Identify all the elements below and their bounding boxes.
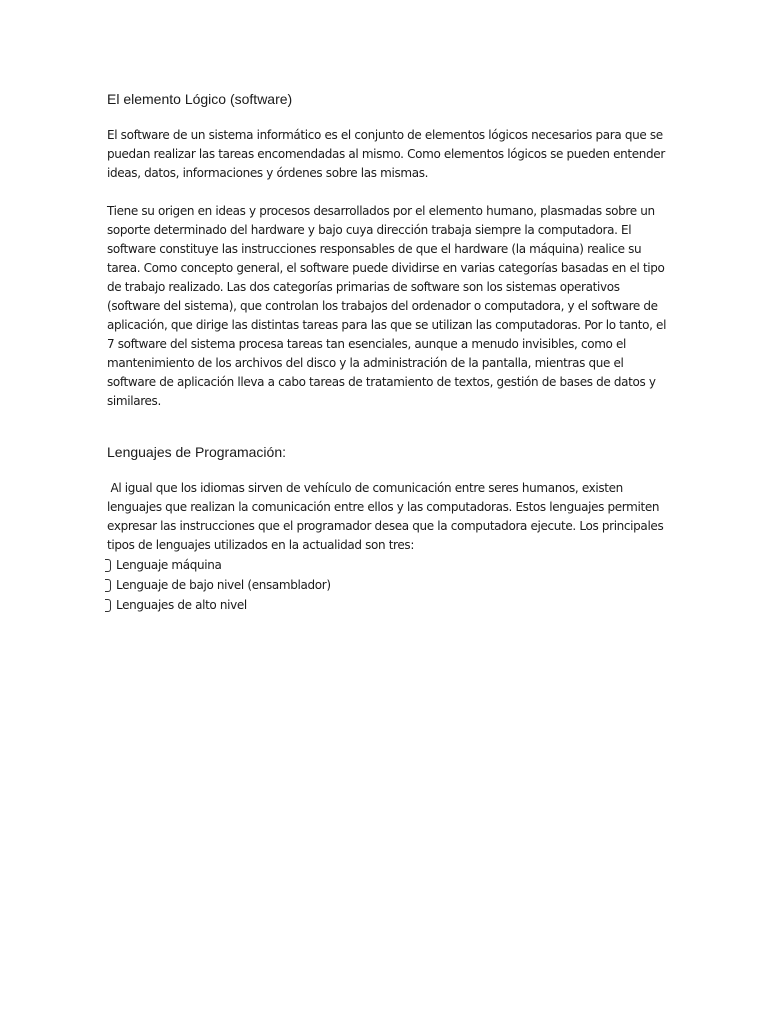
text-line: Tiene su origen en ideas y procesos desarrollados por el elemento humano, plasmadas sobre un	[107, 204, 655, 218]
text-line: software constituye las instrucciones responsables de que el hardware (la máquina) realice su	[107, 242, 642, 256]
text-line: de trabajo realizado. Las dos categorías primarias de software son los sistemas operativos	[107, 280, 620, 294]
text-line: puedan realizar las tareas encomendadas al mismo. Como elementos lógicos se pueden entender	[107, 147, 665, 161]
paragraph-programming-languages	[107, 479, 667, 555]
text-line: tarea. Como concepto general, el software puede dividirse en varias categorías basadas en el tipo	[107, 261, 665, 275]
text-line: lenguajes que realizan la comunicación entre ellos y las computadoras. Estos lenguajes permiten	[107, 500, 660, 514]
text-line: Al igual que los idiomas sirven de vehículo de comunicación entre seres humanos, existen	[107, 481, 623, 495]
bracket-bullet-icon	[105, 559, 111, 572]
text-line: (software del sistema), que controlan los trabajos del ordenador o computadora, y el software de	[107, 299, 658, 313]
section-title-programming-languages: Lenguajes de Programación:	[107, 444, 287, 460]
text-line: aplicación, que dirige las distintas tareas para las que se utilizan las computadoras. Por lo tanto, el	[107, 318, 667, 332]
section-title-software: El elemento Lógico (software)	[107, 91, 293, 107]
list-item	[105, 555, 331, 575]
text-line: software de aplicación lleva a cabo tareas de tratamiento de textos, gestión de bases de datos y	[107, 375, 656, 389]
list-item-label: Lenguaje de bajo nivel (ensamblador)	[116, 578, 331, 592]
text-line: ideas, datos, informaciones y órdenes sobre las mismas.	[107, 166, 429, 180]
text-line: tipos de lenguajes utilizados en la actualidad son tres:	[107, 538, 415, 552]
list-item-label: Lenguaje máquina	[116, 558, 222, 572]
text-line: expresar las instrucciones que el programador desea que la computadora ejecute. Los principales	[107, 519, 664, 533]
bracket-bullet-icon	[105, 579, 111, 592]
text-line: soporte determinado del hardware y bajo cuya dirección trabaja siempre la computadora. El	[107, 223, 632, 237]
paragraph-software-origin	[107, 202, 667, 411]
text-line: similares.	[107, 394, 161, 408]
language-types-list	[105, 555, 331, 615]
bracket-bullet-icon	[105, 599, 111, 612]
list-item-label: Lenguajes de alto nivel	[116, 598, 247, 612]
text-line: 7 software del sistema procesa tareas tan esenciales, aunque a menudo invisibles, como el	[107, 337, 627, 351]
paragraph-software-definition	[107, 126, 667, 183]
list-item	[105, 595, 331, 615]
text-line: mantenimiento de los archivos del disco y la administración de la pantalla, mientras que el	[107, 356, 624, 370]
list-item	[105, 575, 331, 595]
text-line: El software de un sistema informático es el conjunto de elementos lógicos necesarios para que se	[107, 128, 663, 142]
